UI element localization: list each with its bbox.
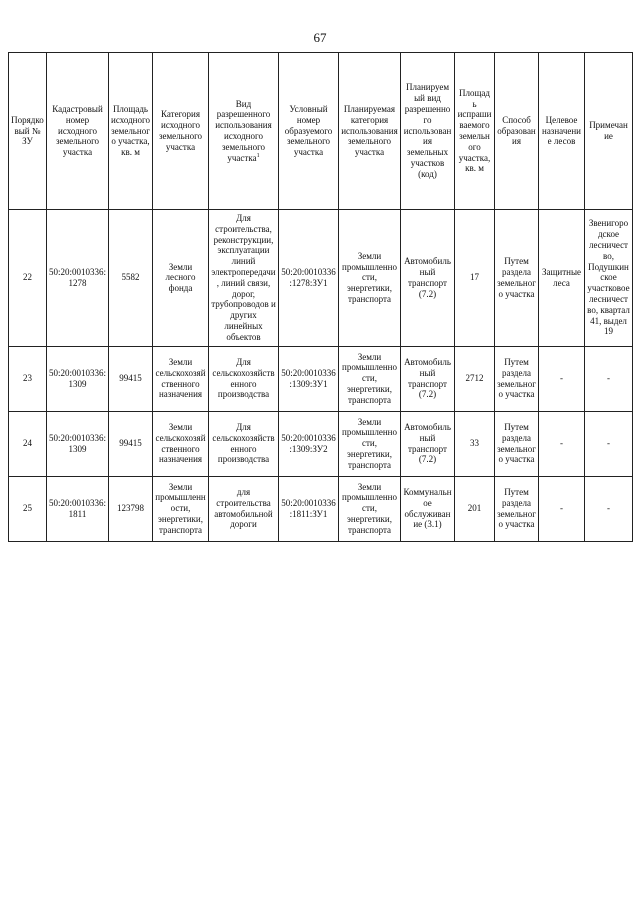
- cell-source-permitted-use: Для сельскохозяйственного производства: [209, 411, 279, 476]
- header-note: Примечание: [585, 53, 633, 210]
- cell-source-permitted-use: Для строительства, реконструкции, эксплуатации линий электропередачи, линий связи, дорог, трубопроводов и других линейных объектов: [209, 210, 279, 347]
- cell-new-plot-number: 50:20:0010336:1811:ЗУ1: [279, 476, 339, 541]
- cell-formation-method: Путем раздела земельного участка: [495, 210, 539, 347]
- land-plot-table-sheet: [8, 52, 632, 542]
- cell-formation-method: Путем раздела земельного участка: [495, 476, 539, 541]
- cell-planned-category: Земли промышленности, энергетики, транспорта: [339, 346, 401, 411]
- cell-source-cadastral-number: 50:20:0010336:1309: [47, 346, 109, 411]
- cell-formation-method: Путем раздела земельного участка: [495, 411, 539, 476]
- cell-number: 22: [9, 210, 47, 347]
- header-number: Порядковый № ЗУ: [9, 53, 47, 210]
- cell-requested-area: 33: [455, 411, 495, 476]
- cell-formation-method: Путем раздела земельного участка: [495, 346, 539, 411]
- cell-new-plot-number: 50:20:0010336:1309:ЗУ2: [279, 411, 339, 476]
- cell-source-cadastral-number: 50:20:0010336:1811: [47, 476, 109, 541]
- cell-note: -: [585, 411, 633, 476]
- cell-source-area: 123798: [109, 476, 153, 541]
- cell-source-cadastral-number: 50:20:0010336:1278: [47, 210, 109, 347]
- cell-source-category: Земли лесного фонда: [153, 210, 209, 347]
- header-source-area: Площадь исходного земельного участка, кв. м: [109, 53, 153, 210]
- page-number: 67: [313, 30, 327, 45]
- cell-planned-permitted-use: Автомобильный транспорт (7.2): [401, 210, 455, 347]
- cell-forest-purpose: -: [539, 411, 585, 476]
- cell-source-area: 99415: [109, 411, 153, 476]
- footnote-mark: 1: [256, 152, 260, 159]
- cell-source-permitted-use: для строительства автомобильной дороги: [209, 476, 279, 541]
- table-row: [9, 411, 633, 476]
- cell-planned-category: Земли промышленности, энергетики, транспорта: [339, 210, 401, 347]
- cell-source-category: Земли сельскохозяйственного назначения: [153, 346, 209, 411]
- cell-source-area: 5582: [109, 210, 153, 347]
- cell-forest-purpose: -: [539, 346, 585, 411]
- cell-forest-purpose: Защитные леса: [539, 210, 585, 347]
- header-forest-purpose: Целевое назначение лесов: [539, 53, 585, 210]
- cell-planned-permitted-use: Автомобильный транспорт (7.2): [401, 346, 455, 411]
- cell-source-cadastral-number: 50:20:0010336:1309: [47, 411, 109, 476]
- cell-requested-area: 17: [455, 210, 495, 347]
- header-source-category: Категория исходного земельного участка: [153, 53, 209, 210]
- header-requested-area: Площадь испрашиваемого земельного участка, кв. м: [455, 53, 495, 210]
- cell-number: 23: [9, 346, 47, 411]
- cell-new-plot-number: 50:20:0010336:1309:ЗУ1: [279, 346, 339, 411]
- cell-source-category: Земли промышленности, энергетики, транспорта: [153, 476, 209, 541]
- cell-requested-area: 2712: [455, 346, 495, 411]
- cell-source-category: Земли сельскохозяйственного назначения: [153, 411, 209, 476]
- cell-number: 24: [9, 411, 47, 476]
- cell-planned-permitted-use: Автомобильный транспорт (7.2): [401, 411, 455, 476]
- cell-source-area: 99415: [109, 346, 153, 411]
- cell-new-plot-number: 50:20:0010336:1278:ЗУ1: [279, 210, 339, 347]
- table-row: [9, 210, 633, 347]
- cell-note: -: [585, 346, 633, 411]
- cell-note: Звенигородское лесничество, Подушкинское участковое лесничество, квартал 41, выдел 19: [585, 210, 633, 347]
- cell-planned-category: Земли промышленности, энергетики, транспорта: [339, 476, 401, 541]
- cell-requested-area: 201: [455, 476, 495, 541]
- table-row: [9, 346, 633, 411]
- land-plot-table: [8, 52, 633, 542]
- table-header-row: [9, 53, 633, 210]
- header-new-plot-number: Условный номер образуемого земельного участка: [279, 53, 339, 210]
- cell-forest-purpose: -: [539, 476, 585, 541]
- table-row: [9, 476, 633, 541]
- cell-note: -: [585, 476, 633, 541]
- header-source-permitted-use: Вид разрешенного использования исходного земельного участка$^1$: [209, 53, 279, 210]
- header-planned-category: Планируемая категория использования земельного участка: [339, 53, 401, 210]
- cell-source-permitted-use: Для сельскохозяйственного производства: [209, 346, 279, 411]
- cell-number: 25: [9, 476, 47, 541]
- cell-planned-category: Земли промышленности, энергетики, транспорта: [339, 411, 401, 476]
- cell-planned-permitted-use: Коммунальное обслуживание (3.1): [401, 476, 455, 541]
- header-source-cadastral-number: Кадастровый номер исходного земельного участка: [47, 53, 109, 210]
- header-formation-method: Способ образования: [495, 53, 539, 210]
- header-planned-permitted-use: Планируемый вид разрешенного использования земельных участков (код): [401, 53, 455, 210]
